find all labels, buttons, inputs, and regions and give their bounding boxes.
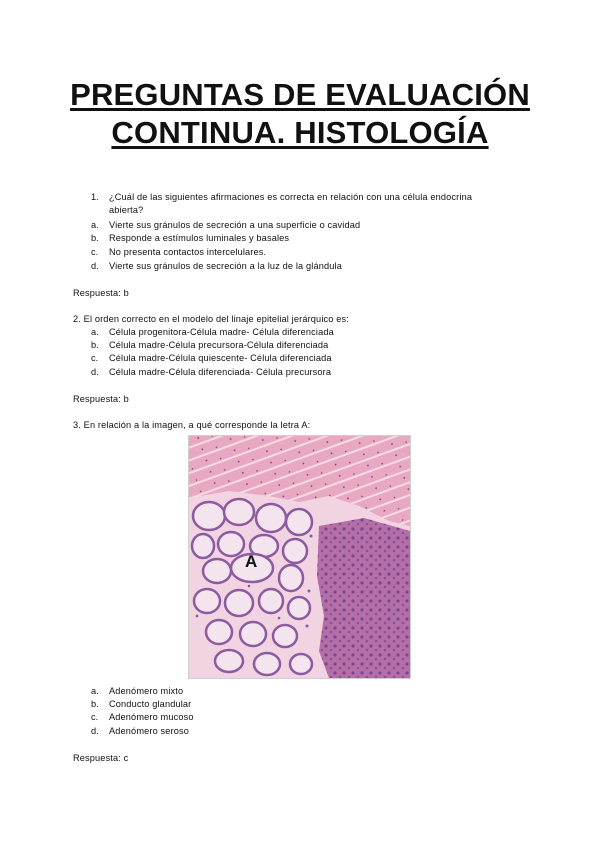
q1-answer: Respuesta: b — [73, 288, 129, 298]
q2-option-d-letter: d. — [91, 367, 99, 377]
page-title-line-2: CONTINUA. HISTOLOGÍA — [111, 115, 489, 150]
histology-label-a: A — [245, 552, 258, 571]
q1-option-b: Responde a estímulos luminales y basales — [109, 233, 290, 243]
q1-option-d-letter: d. — [91, 261, 99, 271]
histology-image — [188, 435, 411, 679]
q3-option-a-letter: a. — [91, 686, 99, 696]
q2-option-d: Célula madre-Célula diferenciada- Célula precursora — [109, 367, 332, 377]
question-1-number: 1. — [91, 192, 99, 202]
q1-option-a-letter: a. — [91, 220, 99, 230]
q2-option-c-letter: c. — [91, 353, 99, 363]
q2-option-b: Célula madre-Célula precursora-Célula diferenciada — [109, 340, 329, 350]
question-3-text: 3. En relación a la imagen, a qué corresponde la letra A: — [73, 420, 311, 430]
q3-option-d: Adenómero seroso — [109, 726, 190, 736]
q3-option-b-letter: b. — [91, 699, 99, 709]
q3-option-c: Adenómero mucoso — [109, 712, 194, 722]
q1-option-b-letter: b. — [91, 233, 99, 243]
q1-option-d: Vierte sus gránulos de secreción a la luz de la glándula — [109, 261, 342, 271]
q2-option-c: Célula madre-Célula quiescente- Célula diferenciada — [109, 353, 332, 363]
q3-option-b: Conducto glandular — [109, 699, 192, 709]
question-1-text: ¿Cuál de las siguientes afirmaciones es correcta en relación con una célula endocrina — [109, 192, 473, 202]
q3-option-d-letter: d. — [91, 726, 99, 736]
q2-option-a-letter: a. — [91, 327, 99, 337]
q2-option-a: Célula progenitora-Célula madre- Célula diferenciada — [109, 327, 334, 337]
q2-answer: Respuesta: b — [73, 394, 129, 404]
q1-option-c-letter: c. — [91, 247, 99, 257]
question-2-text: 2. El orden correcto en el modelo del linaje epitelial jerárquico es: — [73, 314, 349, 324]
q2-option-b-letter: b. — [91, 340, 99, 350]
q1-option-a: Vierte sus gránulos de secreción a una superficie o cavidad — [109, 220, 361, 230]
q3-option-a: Adenómero mixto — [109, 686, 184, 696]
q3-answer: Respuesta: c — [73, 753, 129, 763]
question-1-text-continued: abierta? — [109, 205, 144, 215]
page-title-line-1: PREGUNTAS DE EVALUACIÓN — [70, 77, 530, 112]
q1-option-c: No presenta contactos intercelulares. — [109, 247, 267, 257]
q3-option-c-letter: c. — [91, 712, 99, 722]
